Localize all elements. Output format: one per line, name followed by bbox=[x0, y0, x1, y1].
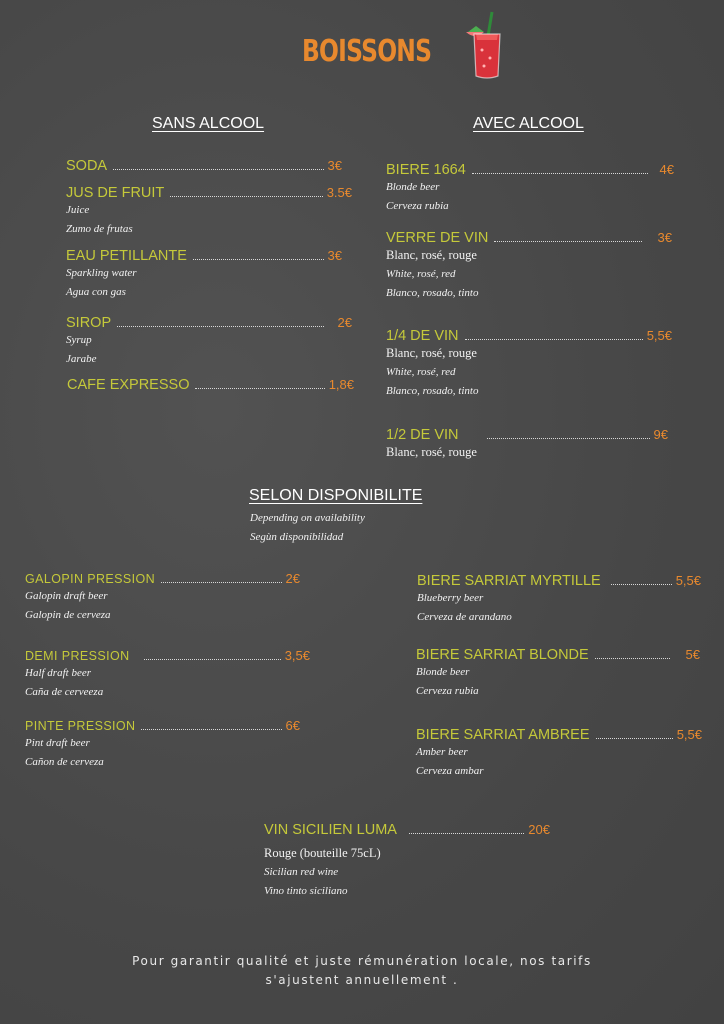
item-translation: Galopin de cerveza bbox=[25, 609, 111, 621]
note-translation: Depending on availability bbox=[250, 512, 365, 524]
item-translation: Jarabe bbox=[66, 353, 97, 365]
item-description: Blanc, rosé, rouge bbox=[386, 346, 477, 360]
item-translation: Cerveza rubia bbox=[416, 685, 479, 697]
item-translation: Blonde beer bbox=[416, 666, 470, 678]
dot-leader bbox=[595, 658, 670, 659]
item-translation: Cerveza rubia bbox=[386, 200, 449, 212]
dot-leader bbox=[193, 259, 324, 260]
pricing-note-line: Pour garantir qualité et juste rémunération locale, nos tarifs bbox=[132, 954, 592, 968]
item-name: BIERE SARRIAT BLONDE bbox=[416, 647, 589, 663]
item-translation: Blanco, rosado, tinto bbox=[386, 385, 479, 397]
menu-item-galopin-pression bbox=[25, 571, 300, 625]
item-price: 3€ bbox=[327, 248, 342, 263]
dot-leader bbox=[144, 659, 281, 660]
dot-leader bbox=[487, 438, 650, 439]
dot-leader bbox=[472, 173, 648, 174]
item-translation: Blanco, rosado, tinto bbox=[386, 287, 479, 299]
item-translation: Juice bbox=[66, 204, 90, 216]
item-translation: Caña de cerveeza bbox=[25, 686, 104, 698]
item-price: 2€ bbox=[285, 571, 300, 586]
item-name: PINTE PRESSION bbox=[25, 719, 136, 733]
item-translation: Sparkling water bbox=[66, 267, 137, 279]
item-translation: Vino tinto siciliano bbox=[264, 885, 348, 897]
pricing-note-line: s'ajustent annuellement . bbox=[265, 973, 459, 987]
item-price: 3€ bbox=[327, 158, 342, 173]
item-translation: Galopin draft beer bbox=[25, 590, 108, 602]
menu-item-soda bbox=[66, 158, 342, 174]
dot-leader bbox=[596, 738, 673, 739]
note-translation: Segùn disponibilidad bbox=[250, 531, 344, 543]
item-price: 3.5€ bbox=[326, 185, 352, 200]
dot-leader bbox=[195, 388, 324, 389]
item-name: DEMI PRESSION bbox=[25, 649, 130, 663]
dot-leader bbox=[494, 241, 641, 242]
item-price: 20€ bbox=[528, 822, 550, 837]
dot-leader bbox=[113, 169, 323, 170]
menu-item-verre-de-vin bbox=[386, 230, 672, 303]
dot-leader bbox=[141, 729, 281, 730]
avec-alcool-heading: AVEC ALCOOL bbox=[473, 115, 584, 132]
menu-item-sarriat-myrtille bbox=[417, 573, 701, 627]
item-name: SIROP bbox=[66, 315, 112, 331]
item-translation: Agua con gas bbox=[66, 286, 126, 298]
dot-leader bbox=[465, 339, 643, 340]
item-name: BIERE SARRIAT MYRTILLE bbox=[417, 573, 601, 589]
sans-alcool-heading: SANS ALCOOL bbox=[152, 115, 265, 132]
item-price: 9€ bbox=[653, 427, 668, 442]
item-translation: Pint draft beer bbox=[25, 737, 90, 749]
item-price: 4€ bbox=[659, 162, 674, 177]
item-price: 5,5€ bbox=[676, 727, 702, 742]
item-price: 6€ bbox=[285, 718, 300, 733]
item-name: BIERE 1664 bbox=[386, 162, 466, 178]
menu-item-biere-1664 bbox=[386, 162, 674, 216]
item-translation: Syrup bbox=[66, 334, 92, 346]
menu-title: BOISSONS bbox=[302, 34, 432, 69]
selon-disponibilite-note bbox=[250, 509, 365, 547]
item-translation: Blonde beer bbox=[386, 181, 440, 193]
menu-item-demi-pression bbox=[25, 648, 310, 702]
menu-item-pinte-pression bbox=[25, 718, 300, 772]
item-description: Blanc, rosé, rouge bbox=[386, 248, 477, 262]
item-price: 2€ bbox=[337, 315, 352, 330]
item-description: Rouge (bouteille 75cL) bbox=[264, 846, 381, 860]
dot-leader bbox=[117, 326, 323, 327]
menu-item-vin-sicilien-luma bbox=[264, 822, 550, 901]
item-price: 1,8€ bbox=[328, 377, 354, 392]
pricing-note bbox=[40, 952, 684, 990]
menu-item-eau-petillante bbox=[66, 248, 342, 302]
item-translation: Blueberry beer bbox=[417, 592, 484, 604]
item-name: 1/2 DE VIN bbox=[386, 427, 459, 443]
item-translation: Cañon de cerveza bbox=[25, 756, 104, 768]
dot-leader bbox=[161, 582, 281, 583]
item-price: 5,5€ bbox=[646, 328, 672, 343]
item-price: 5,5€ bbox=[675, 573, 701, 588]
item-translation: White, rosé, red bbox=[386, 268, 456, 280]
item-description: Blanc, rosé, rouge bbox=[386, 445, 477, 459]
item-name: GALOPIN PRESSION bbox=[25, 572, 156, 586]
item-price: 3€ bbox=[657, 230, 672, 245]
item-translation: Zumo de frutas bbox=[66, 223, 133, 235]
item-translation: Amber beer bbox=[416, 746, 468, 758]
item-name: JUS DE FRUIT bbox=[66, 185, 165, 201]
item-name: BIERE SARRIAT AMBREE bbox=[416, 727, 590, 743]
menu-item-jus-de-fruit bbox=[66, 185, 352, 239]
dot-leader bbox=[611, 584, 672, 585]
item-name: SODA bbox=[66, 158, 108, 174]
item-name: VIN SICILIEN LUMA bbox=[264, 822, 397, 838]
cocktail-glass-icon bbox=[462, 10, 508, 84]
item-name: 1/4 DE VIN bbox=[386, 328, 459, 344]
selon-disponibilite-heading: SELON DISPONIBILITE bbox=[249, 487, 423, 504]
menu-item-quart-de-vin bbox=[386, 328, 672, 401]
menu-item-sarriat-blonde bbox=[416, 647, 700, 701]
menu-item-sirop bbox=[66, 315, 352, 369]
item-price: 3,5€ bbox=[284, 648, 310, 663]
item-name: CAFE EXPRESSO bbox=[67, 377, 190, 393]
menu-item-demi-de-vin bbox=[386, 427, 668, 462]
item-name: VERRE DE VIN bbox=[386, 230, 489, 246]
item-translation: Cerveza de arandano bbox=[417, 611, 512, 623]
item-translation: Cerveza ambar bbox=[416, 765, 484, 777]
menu-item-sarriat-ambree bbox=[416, 727, 702, 781]
dot-leader bbox=[170, 196, 322, 197]
item-translation: Sicilian red wine bbox=[264, 866, 339, 878]
item-name: EAU PETILLANTE bbox=[66, 248, 187, 264]
dot-leader bbox=[409, 833, 524, 834]
item-translation: Half draft beer bbox=[25, 667, 91, 679]
menu-item-cafe-expresso bbox=[67, 377, 354, 393]
item-price: 5€ bbox=[685, 647, 700, 662]
item-translation: White, rosé, red bbox=[386, 366, 456, 378]
